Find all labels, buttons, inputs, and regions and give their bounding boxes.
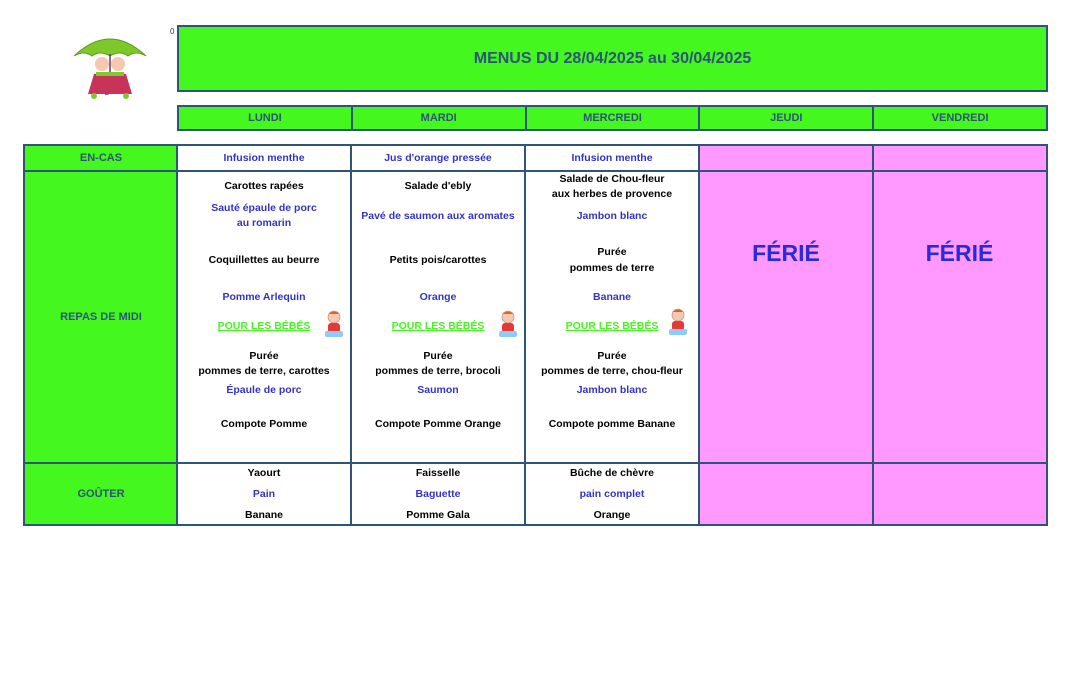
ferie-label: FÉRIÉ [925,240,994,266]
gouter-item: Pain [252,488,276,500]
gouter-item: Pomme Gala [406,509,470,521]
menu-table [23,144,1048,526]
encas-item: Jus d'orange pressée [384,151,492,164]
puree-bebe: Purée [249,350,279,362]
entree: Salade de Chou-fleur [559,173,665,185]
cell-mercredi-encas [525,146,699,170]
umbrella-child-logo [70,28,150,100]
row-header-gouter: GOÛTER [25,464,177,524]
entree-suite: aux herbes de provence [551,188,673,200]
gouter-item: Banane [245,509,283,521]
day-lundi: LUNDI [179,107,353,129]
row-header-encas: EN-CAS [25,146,177,170]
viande-bebe: Jambon blanc [576,384,648,396]
puree-bebe: Purée [423,350,453,362]
compote: Compote pomme Banane [548,418,676,430]
divider [350,146,352,524]
plat: Sauté épaule de porc [211,202,317,214]
viande-bebe: Épaule de porc [226,384,302,396]
cell-jeudi [699,146,873,524]
dessert: Banane [593,291,631,303]
row-header-midi: REPAS DE MIDI [25,172,177,462]
divider [698,146,700,524]
divider [872,146,874,524]
gouter-item: Orange [593,509,631,521]
cell-lundi-encas [177,146,351,170]
bebes-label: POUR LES BÉBÉS [565,320,659,332]
baby-icon [323,309,345,339]
day-jeudi: JEUDI [700,107,874,129]
accompagnement: Coquillettes au beurre [208,254,320,266]
encas-item: Infusion menthe [571,151,653,164]
divider [25,170,1046,172]
dessert: Orange [419,291,457,303]
baby-icon [667,307,689,337]
entree: Salade d'ebly [404,180,472,192]
gouter-item: Baguette [415,488,461,500]
accompagnement: Purée [597,246,627,258]
page-title: MENUS DU 28/04/2025 au 30/04/2025 [177,25,1048,92]
cell-mercredi-gouter [525,464,699,524]
bebes-label: POUR LES BÉBÉS [217,320,311,332]
cell-mardi-gouter [351,464,525,524]
day-mercredi: MERCREDI [527,107,701,129]
compote: Compote Pomme [220,418,308,430]
puree-bebe: Purée [597,350,627,362]
compote: Compote Pomme Orange [374,418,502,430]
viande-bebe: Saumon [417,384,459,396]
puree-bebe-detail: pommes de terre, brocoli [375,365,501,377]
divider [524,146,526,524]
accompagnement-suite: pommes de terre [569,262,655,274]
cell-lundi-gouter [177,464,351,524]
puree-bebe-detail: pommes de terre, carottes [198,365,330,377]
day-header-row [177,105,1048,131]
day-vendredi: VENDREDI [931,112,989,124]
encas-item: Infusion menthe [223,151,305,164]
corner-mark: 0 [170,27,175,36]
plat-suite: au romarin [236,217,292,229]
plat: Pavé de saumon aux aromates [361,210,515,222]
gouter-item: Faisselle [415,467,461,479]
gouter-item: Bûche de chèvre [569,467,655,479]
cell-vendredi [873,146,1046,524]
day-mardi: MARDI [353,107,527,129]
dessert: Pomme Arlequin [222,291,306,303]
puree-bebe-detail: pommes de terre, chou-fleur [541,365,683,377]
entree: Carottes rapées [224,180,304,192]
cell-mardi-encas [351,146,525,170]
baby-icon [497,309,519,339]
divider [176,146,178,524]
divider [25,462,1046,464]
gouter-item: Yaourt [247,467,281,479]
ferie-label: FÉRIÉ [752,240,820,266]
gouter-item: pain complet [579,488,645,500]
plat: Jambon blanc [576,210,648,222]
bebes-label: POUR LES BÉBÉS [391,320,485,332]
accompagnement: Petits pois/carottes [389,254,487,266]
